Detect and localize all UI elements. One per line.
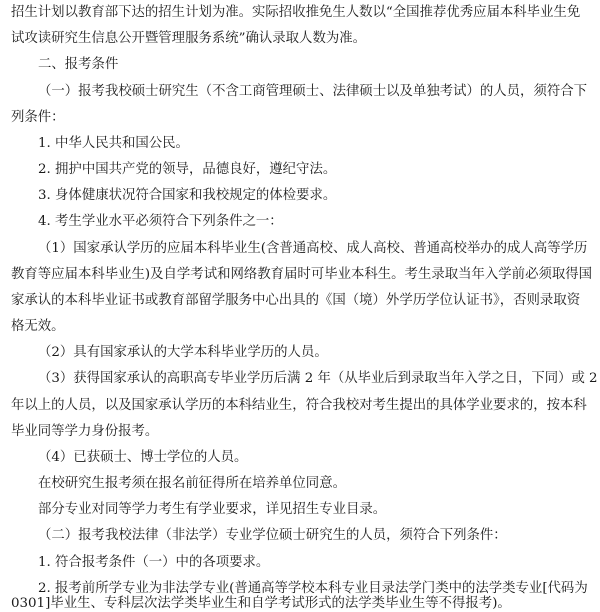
sub-condition-1-line-4: 格无效。 (11, 319, 65, 334)
condition-1: 1. 中华人民共和国公民。 (38, 136, 189, 151)
section-heading: 二、报考条件 (38, 57, 119, 72)
part-2-heading: （二）报考我校法律（非法学）专业学位硕士研究生的人员，须符合下列条件： (38, 528, 507, 543)
sub-condition-2: （2）具有国家承认的大学本科毕业学历的人员。 (38, 345, 328, 360)
sub-condition-3-line-3: 毕业同等学力身份报考。 (11, 424, 159, 439)
law-condition-1: 1. 符合报考条件（一）中的各项要求。 (38, 555, 270, 570)
sub-condition-1-line-3: 家承认的本科毕业证书或教育部留学服务中心出具的《国（境）外学历学位认证书》，否则录取资 (11, 293, 581, 308)
condition-2: 2. 拥护中国共产党的领导，品德良好，遵纪守法。 (38, 162, 337, 177)
sub-condition-3-line-2: 年以上的人员，以及国家承认学历的本科结业生，符合我校对考生提出的具体学业要求的，按本科 (11, 398, 587, 413)
law-condition-2-continued: 0301]毕业生、专科层次法学类毕业生和自学考试形式的法学类毕业生等不得报考)。 (11, 596, 511, 611)
note-equivalent: 部分专业对同等学力考生有学业要求，详见招生专业目录。 (38, 502, 387, 517)
note-approval: 在校研究生报考须在报名前征得所在培养单位同意。 (38, 476, 346, 491)
sub-condition-1-line-1: （1）国家承认学历的应届本科毕业生(含普通高校、成人高校、普通高校举办的成人高等学历 (38, 241, 588, 256)
intro-line-2: 试攻读研究生信息公开暨管理服务系统”确认录取人数为准。 (11, 31, 366, 46)
sub-condition-4: （4）已获硕士、博士学位的人员。 (38, 450, 248, 465)
sub-condition-1-line-2: 教育等应届本科毕业生)及自学考试和网络教育届时可毕业本科生。考生录取当年入学前必须取得国 (11, 267, 593, 282)
condition-4: 4. 考生学业水平必须符合下列条件之一： (38, 214, 283, 229)
part-1-heading-line-1: （一）报考我校硕士研究生（不含工商管理硕士、法律硕士以及单独考试）的人员，须符合下 (38, 84, 588, 99)
condition-3: 3. 身体健康状况符合国家和我校规定的体检要求。 (38, 188, 337, 203)
law-condition-2: 2. 报考前所学专业为非法学专业(普通高等学校本科专业目录法学门类中的法学类专业[代码为 (38, 581, 588, 596)
intro-line-1: 招生计划以教育部下达的招生计划为准。实际招收推免生人数以“全国推荐优秀应届本科毕业生免 (11, 5, 581, 20)
part-1-heading-line-2: 列条件： (11, 110, 65, 125)
sub-condition-3-line-1: （3）获得国家承认的高职高专毕业学历后满 2 年（从毕业后到录取当年入学之日，下同）或 2 (38, 371, 598, 386)
